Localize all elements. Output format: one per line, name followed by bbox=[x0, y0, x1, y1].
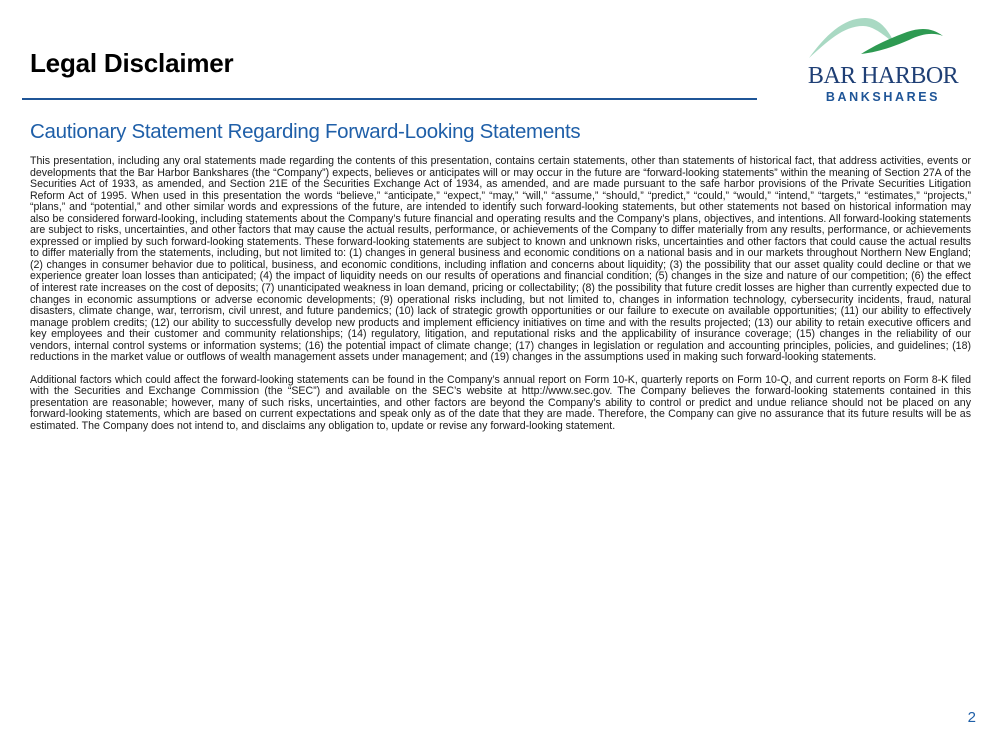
title-divider bbox=[22, 98, 757, 100]
logo-name: BAR HARBOR bbox=[807, 63, 959, 89]
company-logo bbox=[803, 14, 963, 110]
disclaimer-paragraph: Additional factors which could affect the forward-looking statements can be found in the Company’s annual report on Form 10-K, quarterly reports on Form 10-Q, and current reports on Form 8-K filed with the Securities and Exchange Commission (the “SEC”) and available on the SEC’s website at http://www.sec.gov. The Company believes the forward-looking statements contained in this presentation are reasonable; however, many of such risks, uncertainties, and other factors are beyond the Company’s ability to control or predict and undue reliance should not be placed on any forward-looking statements, which are based on current expectations and speak only as of the date that they are made. Therefore, the Company can give no assurance that its future results will be as estimated. The Company does not intend to, and disclaims any obligation to, update or revise any forward-looking statement. bbox=[30, 373, 971, 433]
logo-subtitle: BANKSHARES bbox=[825, 90, 941, 104]
slide-title: Legal Disclaimer bbox=[30, 48, 234, 78]
disclaimer-body bbox=[30, 156, 971, 444]
mountain-logo-icon bbox=[803, 14, 963, 64]
section-heading: Cautionary Statement Regarding Forward-Looking Statements bbox=[30, 120, 581, 143]
disclaimer-paragraph: This presentation, including any oral statements made regarding the contents of this presentation, contains certain statements, other than statements of historical fact, that address activities, events or developments that the Bar Harbor Bankshares (the “Company”) expects, believes or anticipates will or may occur in the future are “forward-looking statements” within the meaning of Section 27A of the Securities Act of 1933, as amended, and Section 21E of the Securities Exchange Act of 1934, as amended, and are made pursuant to the safe harbor provisions of the Private Securities Litigation Reform Act of 1995. When used in this presentation the words “believe,” “anticipate,” “expect,” “may,” “will,” “assume,” “should,” “predict,” “could,” “would,” “intend,” “targets,” “estimates,” “projects,” “plans,” and “potential,” and other similar words and expressions of the future, are intended to identify such forward-looking statements, but other statements not based on historical information may also be considered forward-looking, including statements about the Company’s future financial and operating results and the Company’s plans, objectives, and intentions. All forward-looking statements are subject to risks, uncertainties, and other factors that may cause the actual results, performance, or achievements of the Company to differ materially from any results, performance, or achievements expressed or implied by such forward-looking statements. These forward-looking statements are subject to known and unknown risks, uncertainties and other factors that could cause the actual results to differ materially from the statements, including, but not limited to: (1) changes in general business and economic conditions on a national basis and in our markets throughout Northern New England; (2) changes in consumer behavior due to political, business, and economic conditions, including inflation and concerns about liquidity; (3) the possibility that our asset quality could decline or that we experience greater loan losses than anticipated; (4) the impact of liquidity needs on our results of operations and financial condition; (5) changes in the size and nature of our competition; (6) the effect of interest rate increases on the cost of deposits; (7) unanticipated weakness in loan demand, pricing or collectability; (8) the possibility that future credit losses are higher than currently expected due to changes in economic assumptions or adverse economic developments; (9) operational risks including, but not limited to, changes in information technology, cybersecurity incidents, fraud, natural disasters, climate change, war, terrorism, civil unrest, and future pandemics; (10) lack of strategic growth opportunities or our failure to execute on available opportunities; (11) our ability to effectively manage problem credits; (12) our ability to successfully develop new products and implement efficiency initiatives on time and with the results projected; (13) our ability to retain executive officers and key employees and their customer and community relationships; (14) regulatory, litigation, and reputational risks and the applicability of insurance coverage; (15) changes in the reliability of our vendors, internal control systems or information systems; (16) the potential impact of climate change; (17) changes in legislation or regulation and accounting principles, policies, and guidelines; (18) reductions in the market value or outflows of wealth management assets under management; and (19) changes in the assumptions used in making such forward-looking statements. bbox=[30, 155, 971, 364]
page-number: 2 bbox=[967, 709, 976, 726]
